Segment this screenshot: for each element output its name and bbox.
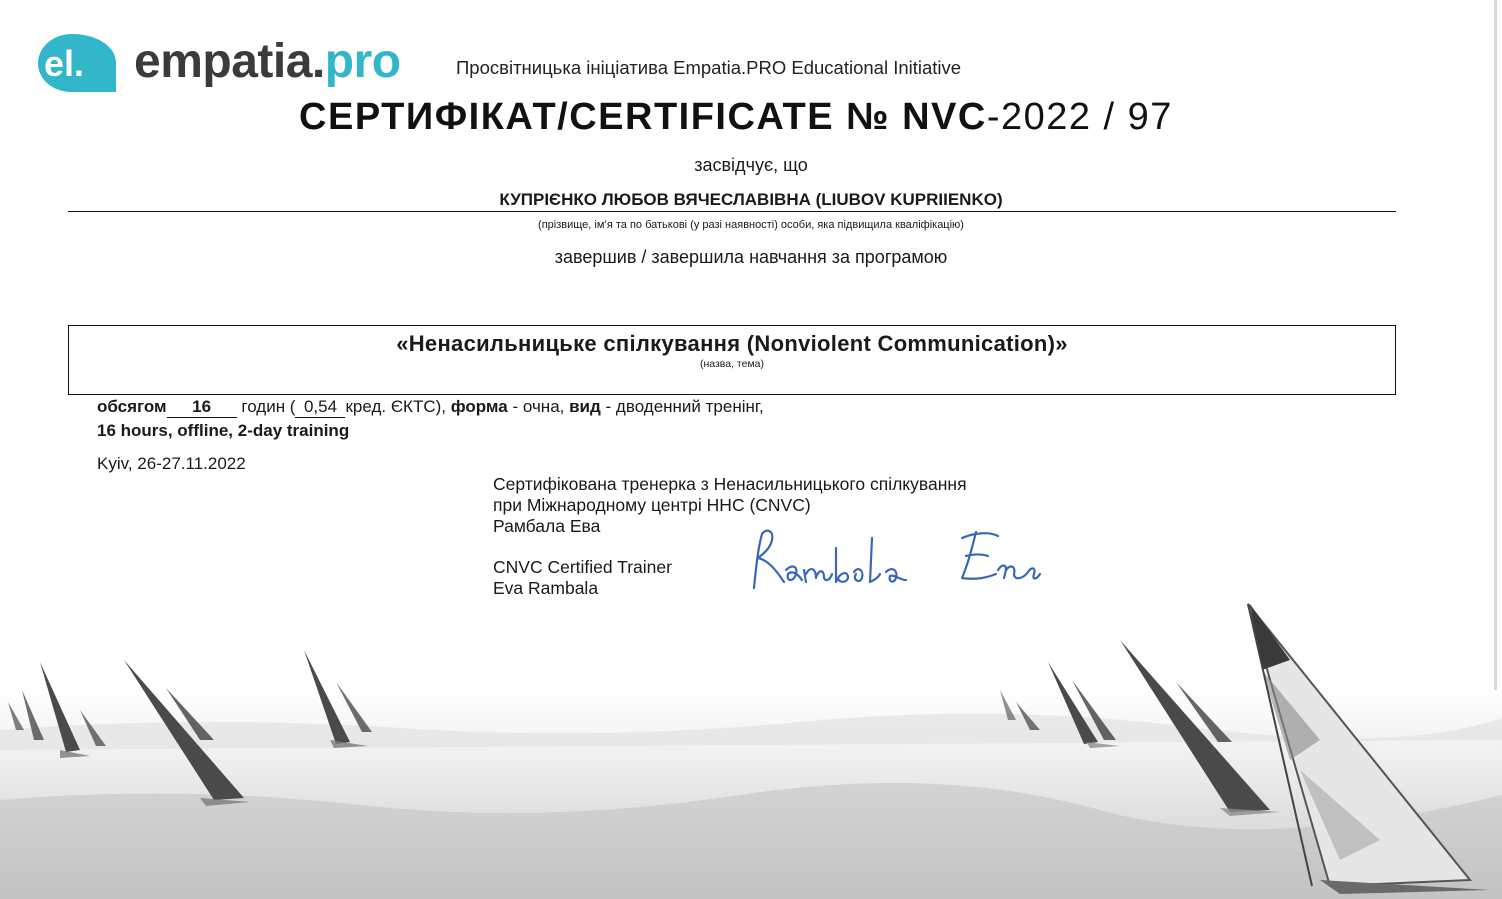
certificate-number: -2022 / 97 xyxy=(986,96,1173,138)
hours-value: 16 xyxy=(167,397,237,418)
logo-mark-text: el. xyxy=(44,43,85,84)
credits-label: кред. ЄКТС), xyxy=(345,397,446,416)
kind-value: - дводенний тренінг, xyxy=(605,397,764,416)
trainer-ua-line2: при Міжнародному центрі ННС (CNVC) xyxy=(493,495,811,515)
empatia-logo-icon xyxy=(38,32,116,94)
logo-wordmark-accent: pro xyxy=(324,35,401,88)
completed-text: завершив / завершила навчання за програмою xyxy=(554,247,948,267)
course-title: «Ненасильницьке спілкування (Nonviolent Communication)» xyxy=(396,331,1068,356)
credits-value: 0,54 xyxy=(295,397,345,418)
recipient-name: КУПРІЄНКО ЛЮБОВ ВЯЧЕСЛАВІВНА (LIUBOV KUPRIIENKO) xyxy=(499,190,1003,209)
logo-wordmark xyxy=(134,36,401,88)
recipient-underline xyxy=(68,211,1396,212)
volume-line xyxy=(97,397,764,418)
sailing-background-image xyxy=(0,590,1502,899)
english-summary: 16 hours, offline, 2-day training xyxy=(97,421,350,440)
trainer-en-line2: Eva Rambala xyxy=(493,578,599,598)
initiative-caption: Просвітницька ініціатива Empatia.PRO Educational Initiative xyxy=(456,57,962,78)
certificate-title xyxy=(0,96,1472,139)
course-caption: (назва, тема) xyxy=(699,358,765,370)
trainer-signature xyxy=(740,508,1060,603)
attests-text: засвідчує, що xyxy=(694,155,808,175)
hours-label: годин ( xyxy=(241,397,296,416)
recipient-caption: (прізвище, ім’я та по батькові (у разі наявності) особи, яка підвищила кваліфікацію) xyxy=(538,219,964,231)
form-value: - очна, xyxy=(512,397,565,416)
course-box xyxy=(68,325,1396,395)
logo-wordmark-main: empatia. xyxy=(134,35,325,88)
trainer-en-line1: CNVC Certified Trainer xyxy=(493,557,672,577)
volume-label: обсягом xyxy=(97,397,167,416)
trainer-ua-line3: Рамбала Ева xyxy=(493,516,601,536)
certificate-title-label: СЕРТИФІКАТ/CERTIFICATE № NVC xyxy=(299,96,987,138)
form-label: форма xyxy=(450,397,508,416)
kind-label: вид xyxy=(569,397,601,416)
place-date: Kyiv, 26-27.11.2022 xyxy=(97,454,246,473)
trainer-ua-line1: Сертифікована тренерка з Ненасильницького спілкування xyxy=(493,474,967,494)
